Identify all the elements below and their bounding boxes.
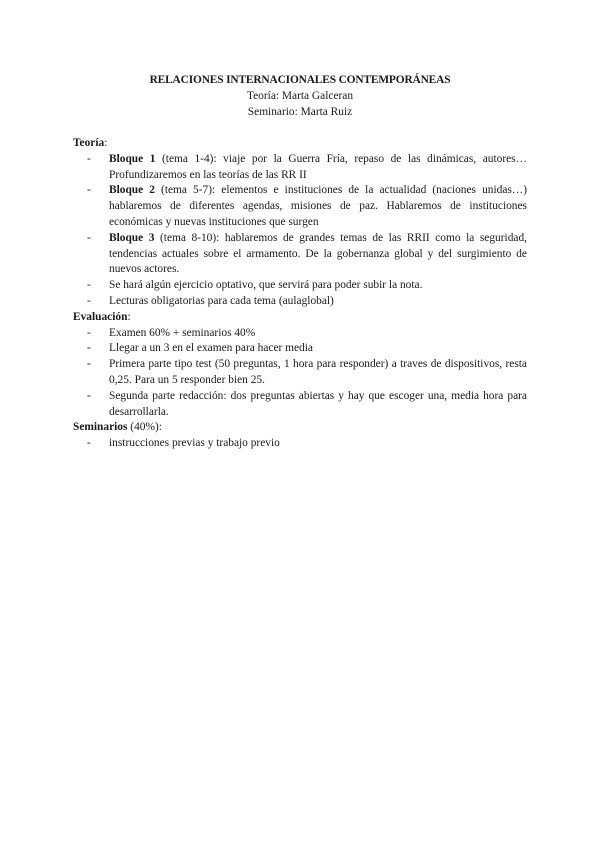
evaluacion-item-text: Primera parte tipo test (50 preguntas, 1 hora para responder) a traves de dispositivos, resta 0,25. Para un 5 responder bien 25. xyxy=(109,358,527,386)
dash-bullet: - xyxy=(87,358,91,371)
seminarios-heading-suffix: (40%): xyxy=(127,421,162,434)
evaluacion-item xyxy=(73,357,527,389)
teoria-item-text: Se hará algún ejercicio optativo, que servirá para poder subir la nota. xyxy=(109,279,423,292)
evaluacion-heading xyxy=(73,310,527,326)
seminario-professor-line: Seminario: Marta Ruiz xyxy=(247,105,353,118)
dash-bullet: - xyxy=(87,437,91,450)
seminarios-heading-label: Seminarios xyxy=(73,421,128,434)
teoria-professor-line: Teoría: Marta Galceran xyxy=(246,89,354,102)
teoria-item-ejercicio xyxy=(73,278,527,294)
teoria-item-bloque-1 xyxy=(73,152,527,184)
dash-bullet: - xyxy=(87,279,91,292)
evaluacion-item xyxy=(73,341,527,357)
dash-bullet: - xyxy=(87,389,91,402)
evaluacion-item xyxy=(73,389,527,421)
teoria-item-text: Lecturas obligatorias para cada tema (aulaglobal) xyxy=(109,294,334,307)
dash-bullet: - xyxy=(87,152,91,165)
seminarios-item-text: instrucciones previas y trabajo previo xyxy=(109,437,280,450)
evaluacion-heading-label: Evaluación xyxy=(73,310,128,323)
document-header xyxy=(0,73,600,120)
document-title: RELACIONES INTERNACIONALES CONTEMPORÁNEAS xyxy=(149,74,451,86)
teoria-item-text: (tema 5-7): elementos e instituciones de la actualidad (naciones unidas…) hablaremos de diferentes agendas, misiones de paz. Hablaremos de instituciones económicas y nuevas instituciones que surgen xyxy=(109,184,527,228)
teoria-item-bold: Bloque 3 xyxy=(109,231,155,244)
teoria-item-text: (tema 8-10): hablaremos de grandes temas de las RRII como la seguridad, tendencias actuales sobre el armamento. De la gobernanza global y del surgimiento de nuevos actores. xyxy=(109,231,527,276)
teoria-item-lecturas xyxy=(73,294,527,310)
seminarios-list xyxy=(73,436,527,452)
teoria-heading xyxy=(73,136,527,152)
teoria-item-bloque-3 xyxy=(73,231,527,278)
teoria-item-bloque-2 xyxy=(73,183,527,230)
evaluacion-item-text: Examen 60% + seminarios 40% xyxy=(109,326,256,339)
evaluacion-item-text: Segunda parte redacción: dos preguntas abiertas y hay que escoger una, media hora para desarrollarla. xyxy=(109,389,527,418)
teoria-heading-suffix: : xyxy=(104,137,108,149)
dash-bullet: - xyxy=(87,342,91,355)
dash-bullet: - xyxy=(87,294,91,307)
evaluacion-item xyxy=(73,326,527,342)
teoria-item-bold: Bloque 1 xyxy=(109,152,156,165)
seminarios-item xyxy=(73,436,527,452)
evaluacion-item-text: Llegar a un 3 en el examen para hacer media xyxy=(109,342,313,355)
dash-bullet: - xyxy=(87,184,91,197)
seminarios-heading xyxy=(73,420,527,436)
teoria-list xyxy=(73,152,527,310)
teoria-heading-label: Teoría xyxy=(73,137,105,149)
dash-bullet: - xyxy=(87,326,91,339)
teoria-item-bold: Bloque 2 xyxy=(109,184,155,197)
teoria-item-text: (tema 1-4): viaje por la Guerra Fría, repaso de las dinámicas, autores… Profundizaremos en las teorías de las RR II xyxy=(109,152,527,181)
dash-bullet: - xyxy=(87,231,91,244)
evaluacion-heading-suffix: : xyxy=(127,310,131,323)
evaluacion-list xyxy=(73,326,527,421)
document-body xyxy=(73,136,527,452)
